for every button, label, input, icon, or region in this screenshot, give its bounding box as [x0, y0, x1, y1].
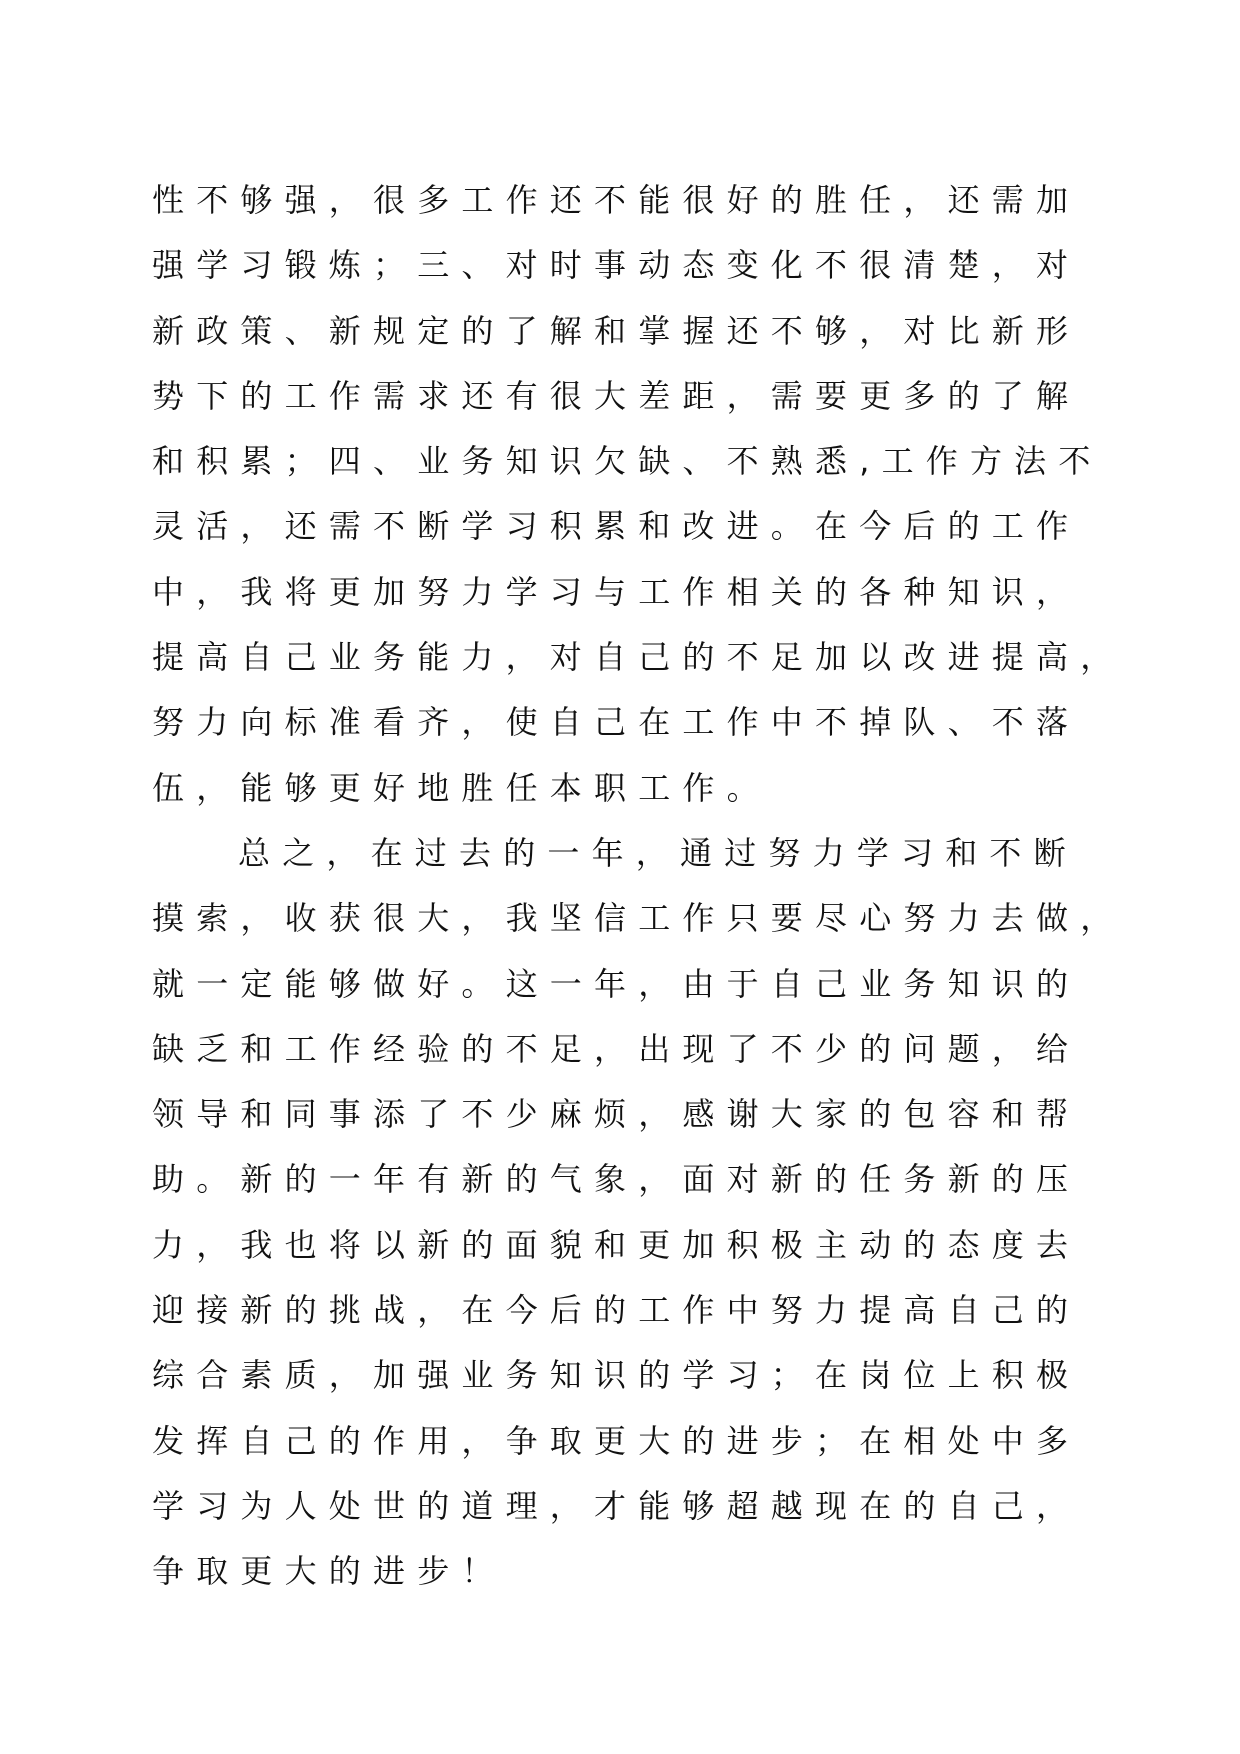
document-body — [152, 168, 1132, 1605]
text-line: 学习为人处世的道理，才能够超越现在的自己， — [152, 1486, 1081, 1525]
text-line: 争取更大的进步！ — [152, 1552, 506, 1591]
text-line: 伍，能够更好地胜任本职工作。 — [152, 768, 771, 807]
text-line: 灵活，还需不断学习积累和改进。在今后的工作 — [152, 507, 1081, 546]
text-line: 迎接新的挑战，在今后的工作中努力提高自己的 — [152, 1291, 1081, 1330]
text-line: 综合素质，加强业务知识的学习；在岗位上积极 — [152, 1356, 1081, 1395]
text-line: 提高自己业务能力，对自己的不足加以改进提高， — [152, 638, 1125, 677]
text-line: 发挥自己的作用，争取更大的进步；在相处中多 — [152, 1421, 1081, 1460]
text-line: 中，我将更加努力学习与工作相关的各种知识， — [152, 572, 1081, 611]
text-line: 助。新的一年有新的气象，面对新的任务新的压 — [152, 1160, 1081, 1199]
text-line: 领导和同事添了不少麻烦，感谢大家的包容和帮 — [152, 1095, 1081, 1134]
text-line: 强学习锻炼；三、对时事动态变化不很清楚，对 — [152, 246, 1081, 285]
text-line: 摸索，收获很大，我坚信工作只要尽心努力去做， — [152, 899, 1125, 938]
text-line: 新政策、新规定的了解和掌握还不够，对比新形 — [152, 311, 1081, 350]
text-line: 努力向标准看齐，使自己在工作中不掉队、不落 — [152, 703, 1081, 742]
text-line: 缺乏和工作经验的不足，出现了不少的问题，给 — [152, 1029, 1081, 1068]
text-line-indented: 总之，在过去的一年，通过努力学习和不断 — [238, 833, 1078, 872]
text-line: 势下的工作需求还有很大差距，需要更多的了解 — [152, 376, 1081, 415]
text-line: 和积累；四、业务知识欠缺、不熟悉,工作方法不 — [152, 442, 1103, 481]
text-line: 性不够强，很多工作还不能很好的胜任，还需加 — [152, 181, 1081, 219]
paragraph-1 — [152, 168, 1132, 821]
text-line: 力，我也将以新的面貌和更加积极主动的态度去 — [152, 1225, 1081, 1264]
text-line: 就一定能够做好。这一年，由于自己业务知识的 — [152, 964, 1081, 1003]
paragraph-2 — [152, 821, 1132, 1605]
